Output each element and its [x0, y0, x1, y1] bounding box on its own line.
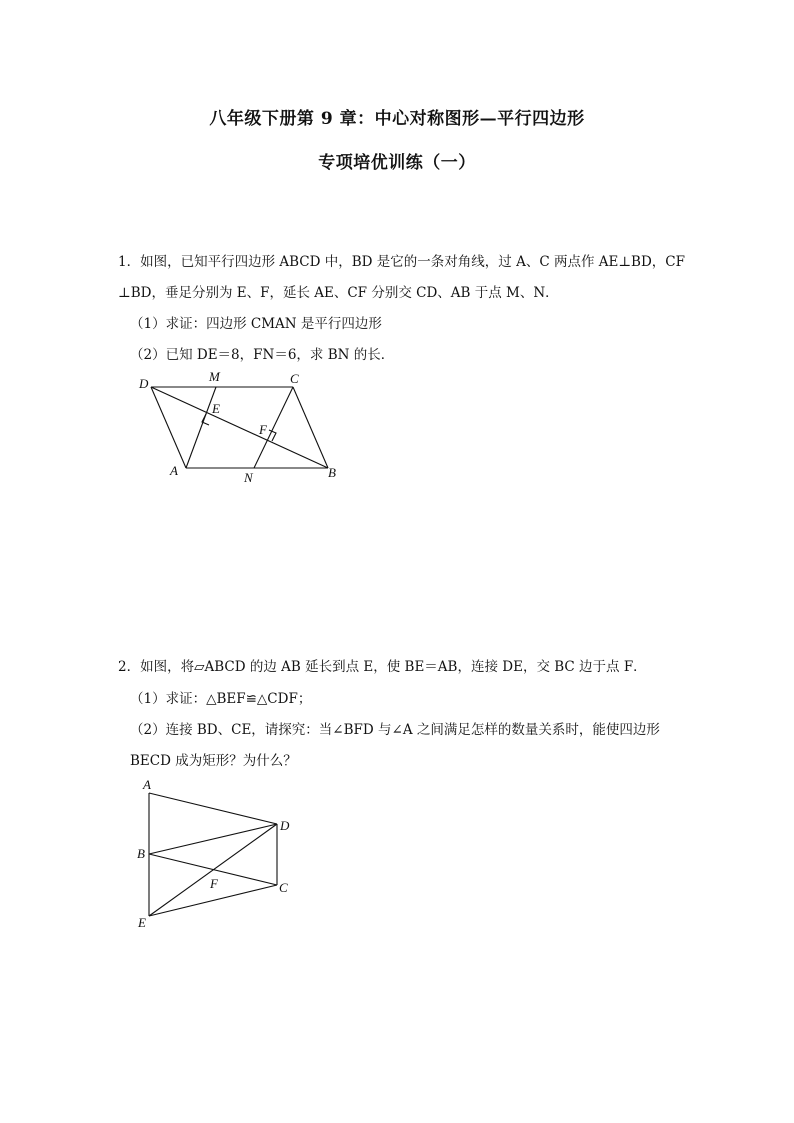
problem1-part1: （1）求证：四边形 CMAN 是平行四边形 — [130, 316, 382, 332]
label-E: E — [138, 915, 146, 930]
label-A: A — [170, 463, 178, 478]
label-D: D — [280, 818, 290, 833]
label-C: C — [279, 880, 288, 895]
page-subtitle: 专项培优训练（一） — [318, 153, 476, 173]
label-A: A — [143, 777, 151, 792]
label-E: E — [212, 401, 220, 416]
label-B: B — [137, 846, 145, 861]
label-B: B — [328, 465, 336, 480]
label-M: M — [209, 369, 220, 384]
problem1-figure — [130, 366, 350, 486]
problem2-figure — [130, 774, 310, 934]
problem2-line1: 2．如图，将▱ABCD 的边 AB 延长到点 E，使 BE＝AB，连接 DE，交 BC 边于点 F． — [118, 659, 647, 675]
problem1-line1: 1．如图，已知平行四边形 ABCD 中，BD 是它的一条对角线，过 A、C 两点作 AE⊥BD，CF — [118, 254, 685, 270]
label-F: F — [259, 422, 267, 437]
problem2-part1: （1）求证：△BEF≌△CDF； — [130, 691, 312, 707]
label-C: C — [290, 371, 299, 386]
problem1-line2: ⊥BD，垂足分别为 E、F，延长 AE、CF 分别交 CD、AB 于点 M、N． — [118, 285, 559, 301]
problem2-part2-line1: （2）连接 BD、CE，请探究：当∠BFD 与∠A 之间满足怎样的数量关系时，能使四边形 — [130, 722, 660, 738]
problem1-part2: （2）已知 DE＝8，FN＝6，求 BN 的长． — [130, 347, 395, 363]
label-D: D — [139, 376, 149, 391]
label-N: N — [244, 470, 253, 485]
page-title: 八年级下册第 9 章：中心对称图形—平行四边形 — [209, 109, 585, 129]
label-F: F — [210, 876, 218, 891]
problem2-part2-line2: BECD 成为矩形？为什么？ — [130, 753, 297, 769]
